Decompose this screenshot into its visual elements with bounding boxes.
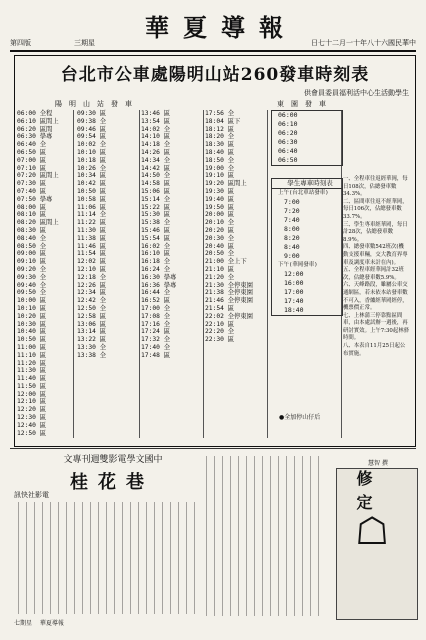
departure-time: 17:48 區: [141, 351, 171, 359]
departure-time: 12:50 全: [77, 304, 107, 312]
departure-time: 09:54 區: [77, 133, 107, 141]
departure-time: 17:40 全: [141, 343, 171, 351]
departure-time: 09:46 區: [77, 125, 107, 133]
departure-time: 07:30 區: [17, 180, 47, 188]
departure-time: 11:50 區: [17, 382, 47, 390]
departure-time: 08:20 區間上: [17, 219, 59, 227]
departure-time: 13:46 區: [141, 110, 171, 117]
issue-date: 日七十二月一十年八十六國民華中: [311, 39, 416, 47]
departure-time: 14:42 區: [141, 164, 171, 172]
departure-time: 10:10 區: [77, 148, 107, 156]
departure-time: 14:58 區: [141, 180, 171, 188]
timetable-footnote: ●全加停山仔后: [279, 414, 321, 421]
departure-time: 15:14 全: [141, 195, 171, 203]
departure-time: 06:50 區: [17, 148, 47, 156]
departure-time: 11:38 區: [77, 234, 107, 242]
page-footer: 七期星 華夏導報: [14, 620, 64, 627]
departure-time: 12:10 區: [77, 265, 107, 273]
timetable-note: 五、全程車經華岡計32班次，佔總發車數5.9%。: [343, 267, 404, 281]
student-pm-label: 下午(華岡發車): [278, 262, 318, 268]
departure-time: 18:20 全: [205, 133, 235, 141]
student-morning-label: 上午(台北車站發車): [278, 190, 329, 196]
departure-time: 12:18 全: [77, 273, 107, 281]
student-am-time: 8:00: [284, 225, 300, 233]
departure-time: 10:50 區: [77, 187, 107, 195]
departure-time: 09:00 區: [17, 250, 47, 258]
departure-time: 22:02 全停東園: [205, 312, 253, 320]
departure-time: 19:10 區: [205, 172, 235, 180]
time-column: [17, 110, 59, 437]
departure-time: 17:32 全: [141, 336, 171, 344]
departure-time: 07:20 區間上: [17, 172, 59, 180]
departure-time: 15:38 全: [141, 219, 171, 227]
departure-time: 19:00 全: [205, 164, 235, 172]
departure-time: 14:34 全: [141, 156, 171, 164]
timetable-note: 八、本表自11月25日起公布實施。: [343, 343, 406, 357]
departure-time: 11:10 區: [17, 351, 47, 359]
departure-time: 16:24 全: [141, 265, 171, 273]
departure-time: 13:22 區: [77, 336, 107, 344]
student-am-time: 8:40: [284, 243, 300, 251]
departure-time: 17:16 全: [141, 320, 171, 328]
student-am-time: 9:00: [284, 252, 300, 260]
departure-time: 07:10 區: [17, 164, 47, 172]
timetable-note: 二、區間車往返不經華岡，每日106次，佔總發車數33.7%。: [343, 198, 408, 220]
departure-time: 19:50 區: [205, 203, 235, 211]
departure-time: 20:50 全: [205, 250, 235, 258]
departure-time: 10:26 全: [77, 164, 107, 172]
departure-time: 10:18 區: [77, 156, 107, 164]
departure-time: 20:30 全: [205, 234, 235, 242]
departure-time: 18:04 區下: [205, 117, 241, 125]
departure-time: 15:22 區: [141, 203, 171, 211]
departure-time: 12:40 區: [17, 421, 47, 429]
departure-time: 11:30 區: [77, 226, 107, 234]
header-rule: [10, 50, 416, 52]
departure-time: 08:30 區: [17, 226, 47, 234]
student-am-time: 7:20: [284, 207, 300, 215]
departure-time: 13:30 全: [77, 343, 107, 351]
departure-time: 10:02 全: [77, 141, 107, 149]
departure-time: 21:30 全停東園: [205, 281, 253, 289]
article-body-text: [206, 456, 326, 616]
departure-time: 17:24 區: [141, 328, 171, 336]
departure-time: 10:50 區: [17, 336, 47, 344]
departure-time: 18:50 全: [205, 156, 235, 164]
departure-time: 09:10 區: [17, 258, 47, 266]
essay-title: 修定: [354, 470, 373, 518]
column-divider: [267, 110, 268, 438]
time-column: [205, 110, 253, 344]
timetable-byline: 供會員委員福利活中心生活動學生: [304, 89, 409, 97]
weekday: 三期星: [74, 39, 95, 47]
masthead-header: [10, 8, 416, 50]
departure-time: 08:50 全: [17, 242, 47, 250]
departure-time: 06:00 全程: [17, 110, 53, 117]
student-pm-time: 17:00: [284, 288, 304, 296]
departure-time: 07:40 區: [17, 187, 47, 195]
student-bus-box: [271, 178, 343, 316]
article-body-text: [18, 502, 198, 614]
column-divider: [203, 110, 204, 438]
essay-author: 慧智 撰: [368, 460, 388, 467]
student-pm-time: 17:40: [284, 297, 304, 305]
departure-time: 08:10 區: [17, 211, 47, 219]
time-column: [77, 110, 106, 360]
dongyuan-time: 06:20: [278, 129, 298, 137]
departure-time: 16:10 區: [141, 250, 171, 258]
departure-time: 07:50 學專: [17, 195, 53, 203]
illustration: [336, 468, 418, 620]
timetable-title: 台北市公車處陽明山站260發車時刻表: [60, 65, 370, 85]
departure-time: 21:38 全停東園: [205, 289, 253, 297]
film-news-tag: 訊快社影電: [14, 491, 49, 499]
departure-time: 14:10 區: [141, 133, 171, 141]
departure-time: 20:10 全: [205, 219, 235, 227]
departure-time: 11:20 區: [17, 359, 47, 367]
departure-time: 09:40 全: [17, 281, 47, 289]
dongyuan-time: 06:00: [278, 111, 298, 119]
student-pm-time: 16:00: [284, 279, 304, 287]
student-box-title: 學生專車時刻表: [272, 179, 342, 189]
departure-time: 08:40 全: [17, 234, 47, 242]
student-am-time: 8:20: [284, 234, 300, 242]
departure-time: 17:00 全: [141, 304, 171, 312]
departure-time: 17:08 全: [141, 312, 171, 320]
timetable-note: 六、天峰路段，雖屬公車交通網區，若未依本站發車數不可入，香爐經華岡經停，機票價正常。: [343, 282, 408, 312]
departure-time: 10:30 區: [17, 320, 47, 328]
departure-time: 14:26 區: [141, 148, 171, 156]
departure-time: 18:40 區: [205, 148, 235, 156]
departure-time: 10:10 區: [17, 304, 47, 312]
departure-time: 11:22 區: [77, 219, 107, 227]
departure-time: 12:34 區: [77, 289, 107, 297]
departure-time: 12:20 區: [17, 406, 47, 414]
departure-time: 16:52 區: [141, 297, 171, 305]
departure-time: 14:02 全: [141, 125, 171, 133]
departure-time: 16:18 全: [141, 258, 171, 266]
departure-time: 10:42 區: [77, 180, 107, 188]
departure-time: 15:30 區: [141, 211, 171, 219]
departure-time: 18:30 區: [205, 141, 235, 149]
column-divider: [73, 110, 74, 438]
departure-time: 20:40 區: [205, 242, 235, 250]
departure-time: 11:40 區: [17, 375, 47, 383]
departure-time: 21:20 全: [205, 273, 235, 281]
departure-time: 18:12 區: [205, 125, 235, 133]
departure-time: 16:36 學專: [141, 281, 177, 289]
departure-time: 10:34 區: [77, 172, 107, 180]
departure-time: 16:44 全: [141, 289, 171, 297]
departure-time: 14:50 全: [141, 172, 171, 180]
dongyuan-time: 06:10: [278, 120, 298, 128]
departure-time: 12:00 區: [17, 390, 47, 398]
film-title: 桂花巷: [70, 472, 154, 493]
departure-time: 13:14 區: [77, 328, 107, 336]
departure-time: 09:30 區: [77, 110, 107, 117]
student-pm-time: 18:40: [284, 306, 304, 314]
bus-timetable: [14, 55, 416, 447]
departure-time: 15:46 區: [141, 226, 171, 234]
departure-time: 16:30 學專: [141, 273, 177, 281]
departure-time: 12:02 區: [77, 258, 107, 266]
departure-time: 11:00 區: [17, 343, 47, 351]
film-column-banner: 文專刊週雙影電學文國中: [63, 455, 163, 465]
departure-time: 06:30 學專: [17, 133, 53, 141]
departure-time: 13:54 區: [141, 117, 171, 125]
masthead-title: 華夏導報: [145, 13, 297, 42]
section-rule: [10, 448, 416, 449]
time-column: [141, 110, 176, 360]
departure-time: 06:20 區間: [17, 125, 53, 133]
departure-time: 15:54 區: [141, 234, 171, 242]
timetable-note: 一、全程車往返經華岡，每日108次，佔總發車數34.3%。: [343, 176, 408, 198]
departure-time: 11:14 全: [77, 211, 107, 219]
page-number: 第四版: [10, 39, 31, 47]
departure-time: 12:30 區: [17, 414, 47, 422]
dongyuan-time: 06:50: [278, 156, 298, 164]
departure-time: 11:30 區: [17, 367, 47, 375]
student-am-list: [272, 198, 342, 261]
departure-time: 10:58 區: [77, 195, 107, 203]
student-am-time: 7:40: [284, 216, 300, 224]
departure-time: 13:38 全: [77, 351, 107, 359]
timetable-note: 四、總發車數542班次(機動支援車輛，交大教育界專車及調度車未計在內)。: [343, 244, 408, 266]
departure-time: 14:18 全: [141, 141, 171, 149]
departure-time: 21:54 區: [205, 304, 235, 312]
departure-time: 09:50 全: [17, 289, 47, 297]
student-am-time: 7:00: [284, 198, 300, 206]
departure-time: 21:46 全停東園: [205, 297, 253, 305]
departure-time: 17:56 全: [205, 110, 235, 117]
departure-time: 12:50 區: [17, 429, 47, 437]
dongyuan-time: 06:40: [278, 147, 298, 155]
departure-time: 21:00 全上下: [205, 258, 247, 266]
departure-time: 06:10 區間上: [17, 117, 59, 125]
departure-time: 07:00 區: [17, 156, 47, 164]
departure-time: 06:40 全: [17, 141, 47, 149]
departure-time: 12:58 區: [77, 312, 107, 320]
timetable-note: 三、學生專車經華岡，每日計28次，佔總發車數8.9%。: [343, 221, 408, 243]
departure-time: 08:00 區: [17, 203, 47, 211]
departure-time: 16:02 全: [141, 242, 171, 250]
departure-time: 20:00 區: [205, 211, 235, 219]
departure-time: 10:40 區: [17, 328, 47, 336]
departure-time: 13:06 區: [77, 320, 107, 328]
departure-time: 22:30 區: [205, 336, 235, 344]
departure-time: 15:06 區: [141, 187, 171, 195]
dongyuan-times: [271, 110, 343, 166]
departure-time: 22:20 全: [205, 328, 235, 336]
student-pm-list: [272, 270, 342, 315]
timetable-note: 七、上林蒲三停靠點區間車，由本處試辦一週後，再研討實效。上午7:30起林驿時間。: [343, 312, 410, 342]
departure-time: 22:10 區: [205, 320, 235, 328]
dongyuan-time: 06:30: [278, 138, 298, 146]
departure-time: 12:26 區: [77, 281, 107, 289]
departure-time: 21:10 區: [205, 265, 235, 273]
dongyuan-header: 東 園 發 車: [277, 100, 326, 108]
departure-time: 11:46 區: [77, 242, 107, 250]
departure-time: 12:10 區: [17, 398, 47, 406]
timetable-notes: [343, 176, 409, 358]
student-pm-time: 12:00: [284, 270, 304, 278]
departure-time: 09:38 全: [77, 117, 107, 125]
column-divider: [139, 110, 140, 438]
departure-time: 19:20 區間上: [205, 180, 247, 188]
departure-time: 12:42 全: [77, 297, 107, 305]
departure-time: 11:06 區: [77, 203, 107, 211]
departure-time: 19:40 區: [205, 195, 235, 203]
departure-time: 10:00 區: [17, 297, 47, 305]
departure-time: 19:30 區: [205, 187, 235, 195]
departure-time: 20:20 區: [205, 226, 235, 234]
lamp-icon: ☖: [355, 509, 390, 553]
departure-time: 09:30 全: [17, 273, 47, 281]
departure-time: 11:54 區: [77, 250, 107, 258]
yangming-header: 陽 明 山 站 發 車: [55, 100, 132, 108]
departure-time: 10:20 區: [17, 312, 47, 320]
departure-time: 09:20 全: [17, 265, 47, 273]
